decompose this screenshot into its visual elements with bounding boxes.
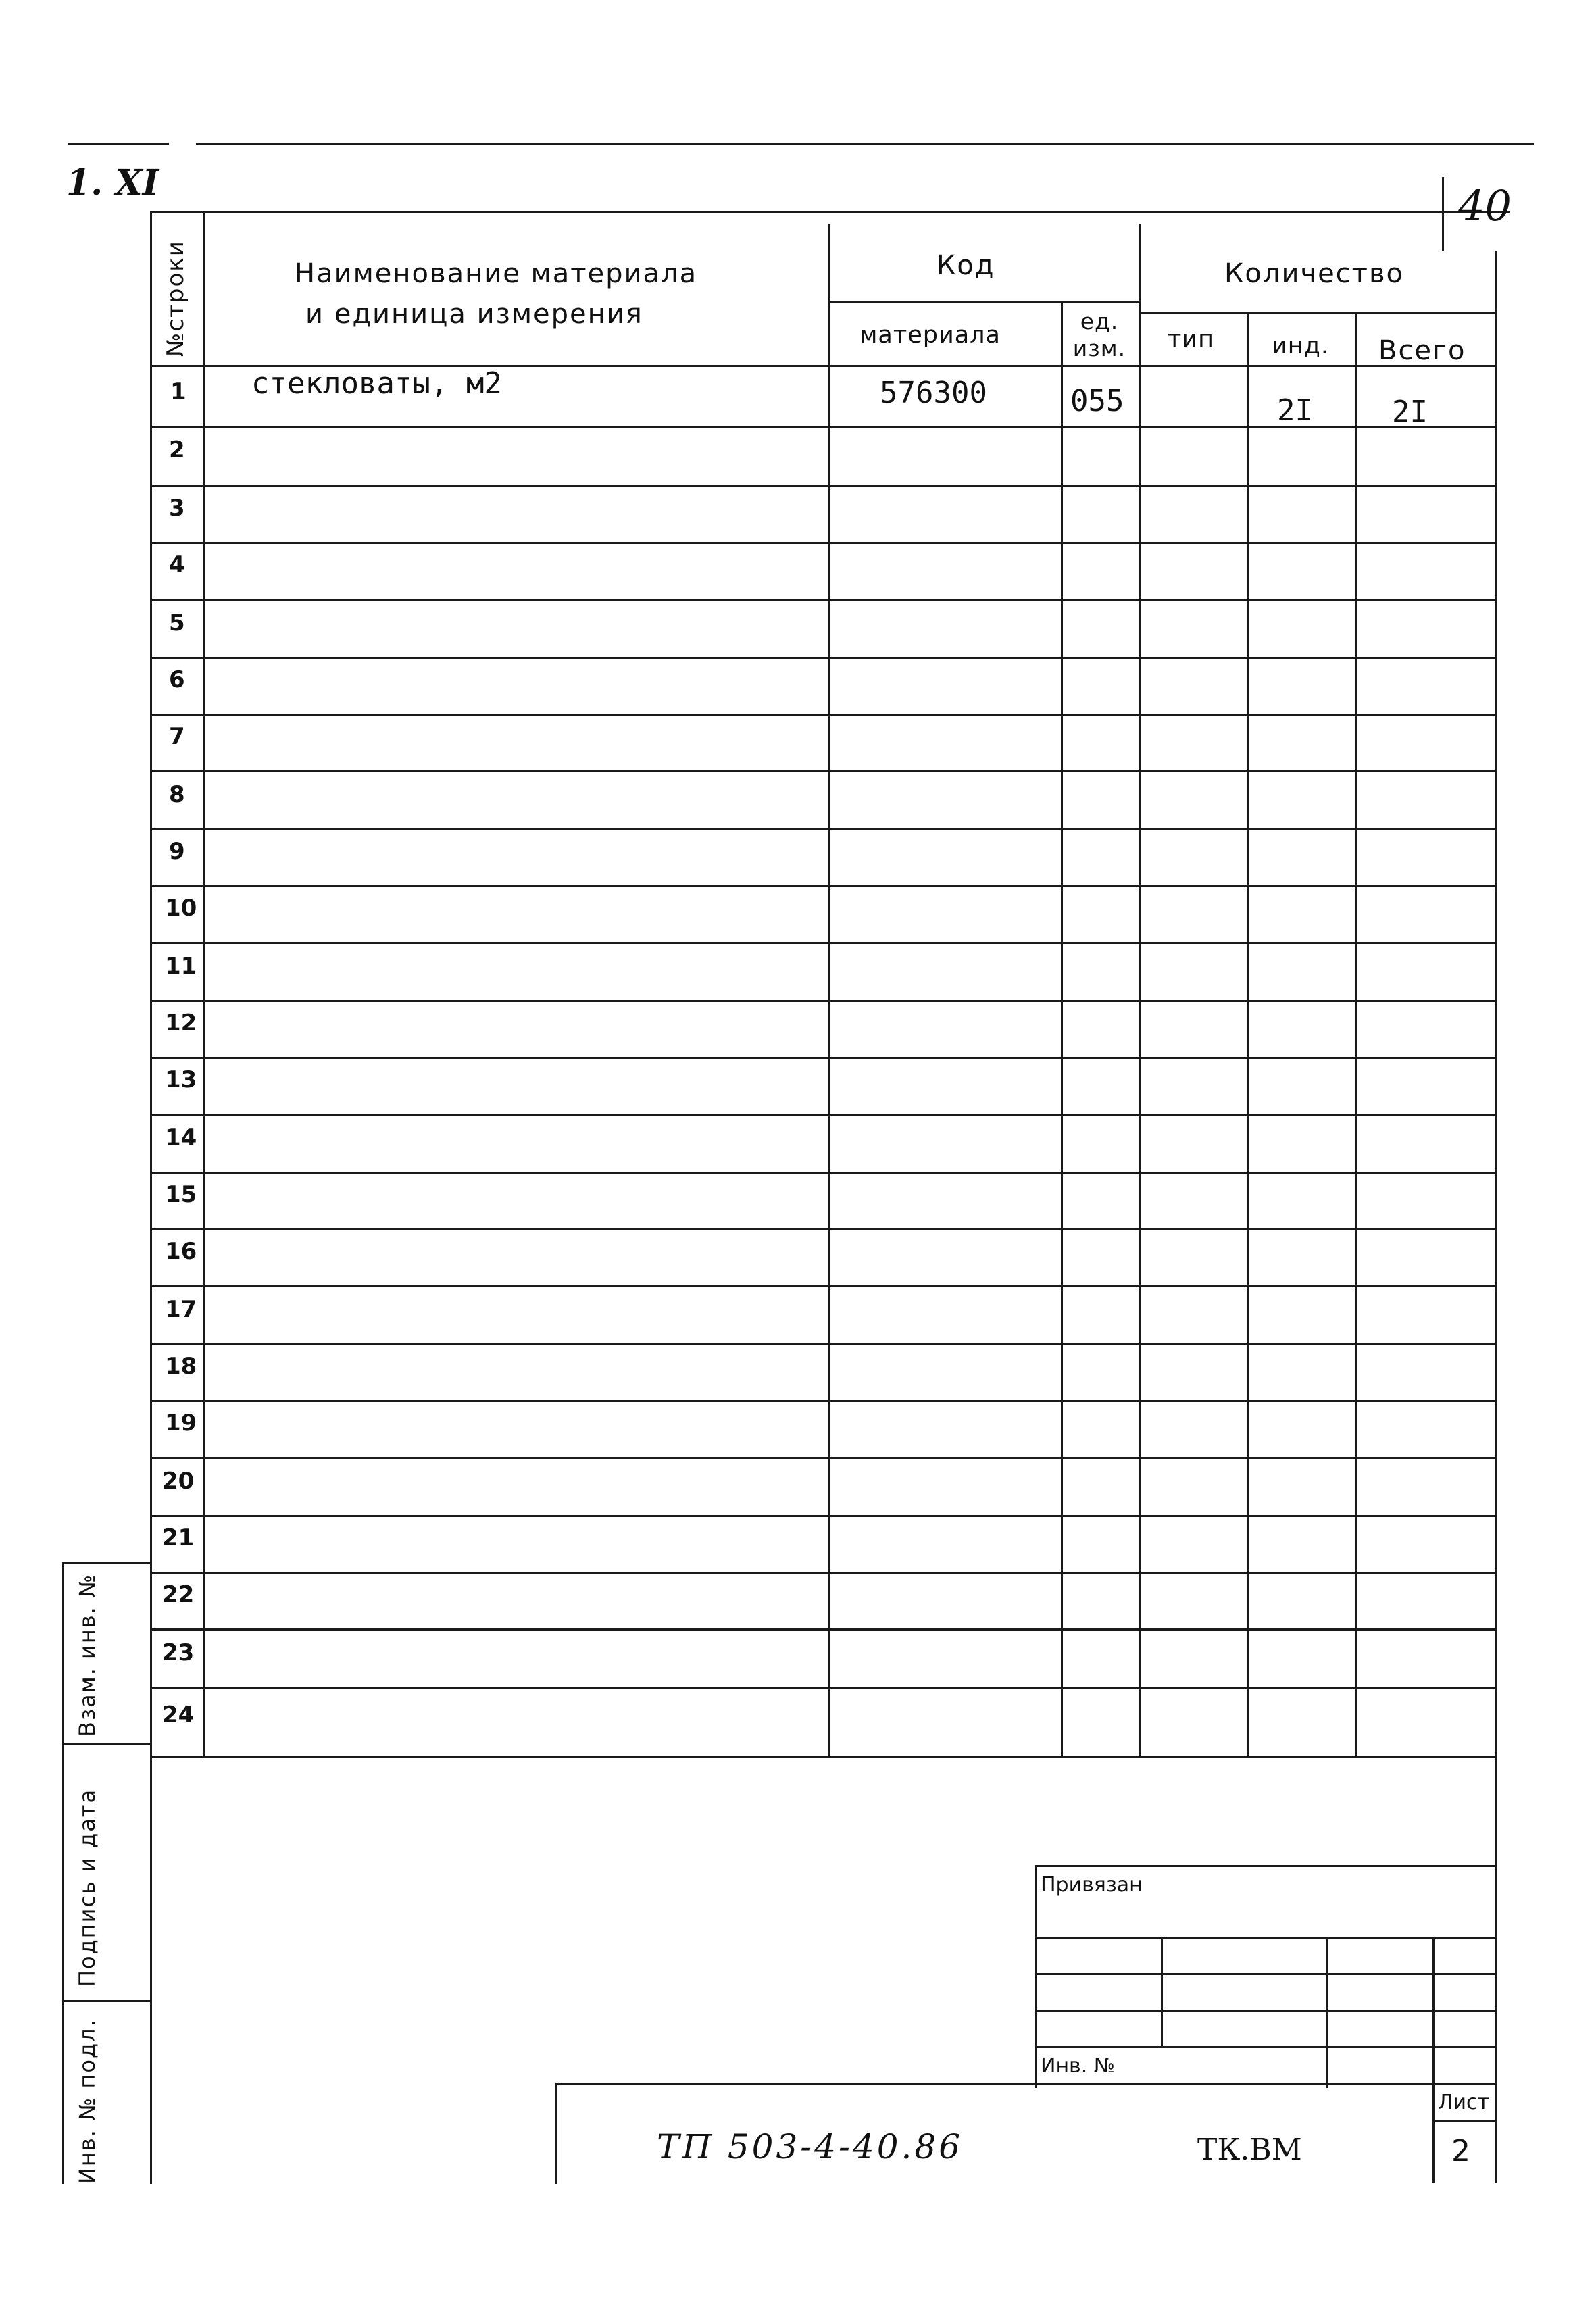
stamp-line-3 — [1035, 2010, 1495, 2012]
qty-total-header: Всего — [1378, 335, 1466, 366]
name-header: Наименование материала — [295, 258, 698, 289]
row-line — [150, 1172, 1495, 1174]
page-number: 40 — [1458, 181, 1512, 230]
row-1-material-code: 576300 — [880, 376, 987, 410]
row-number: 16 — [165, 1238, 197, 1265]
row-number: 9 — [169, 838, 185, 865]
row-number: 20 — [162, 1468, 195, 1495]
margin-strip-divider-2 — [62, 2000, 150, 2002]
row-line — [150, 828, 1495, 830]
row-line — [150, 1000, 1495, 1002]
row-line — [150, 714, 1495, 716]
side-label-inv-podl: Инв. № подл. — [74, 2018, 100, 2184]
stamp-col-1 — [1161, 1937, 1163, 2046]
row-number-header: №строки — [162, 240, 189, 357]
table-bottom — [150, 1756, 1495, 1758]
qty-ind-header: инд. — [1272, 332, 1329, 359]
doc-code: ТП 503-4-40.86 — [657, 2127, 964, 2166]
stamp-sheet-value: 2 — [1451, 2134, 1470, 2168]
quantity-header: Количество — [1224, 258, 1405, 289]
col-unit-right — [1139, 224, 1141, 1757]
row-number: 12 — [165, 1010, 197, 1037]
row-number: 15 — [165, 1181, 197, 1208]
top-rule — [68, 143, 169, 145]
row-number: 17 — [165, 1296, 197, 1323]
top-rule-long — [196, 143, 1534, 145]
stamp-line-2 — [1035, 1973, 1495, 1975]
stamp-line-4 — [1035, 2046, 1495, 2048]
row-line — [150, 1228, 1495, 1230]
margin-strip-top — [62, 1562, 150, 1564]
stamp-inv-no: Инв. № — [1041, 2054, 1116, 2078]
code-header: Код — [937, 250, 995, 281]
row-number: 19 — [165, 1410, 197, 1437]
row-line — [150, 542, 1495, 544]
col-material-right — [1061, 303, 1063, 1757]
row-number: 23 — [162, 1639, 195, 1666]
col-ind-right — [1355, 312, 1357, 1757]
row-line — [150, 1285, 1495, 1287]
row-line — [150, 1343, 1495, 1345]
row-number: 21 — [162, 1524, 195, 1551]
code-unit-header: ед. изм. — [1072, 308, 1126, 362]
row-1-total: 2I — [1392, 395, 1428, 429]
stamp-col-3 — [1432, 1937, 1435, 2183]
row-number: 1 — [170, 378, 186, 405]
frame-top — [150, 211, 1510, 213]
margin-strip-left — [62, 1562, 64, 2184]
row-line — [150, 770, 1495, 772]
stamp-privyazan: Привязан — [1041, 1873, 1143, 1897]
frame-left — [150, 211, 152, 2184]
row-number: 5 — [169, 609, 185, 637]
row-number: 2 — [169, 437, 185, 464]
row-number: 3 — [169, 495, 185, 522]
row-line — [150, 657, 1495, 659]
stamp-left — [1035, 1865, 1037, 2088]
row-1-ind: 2I — [1277, 393, 1313, 428]
row-number: 24 — [162, 1701, 195, 1728]
row-number: 11 — [165, 953, 197, 980]
row-line — [150, 1457, 1495, 1459]
code-header-underline — [828, 301, 1139, 303]
col-name-right — [828, 224, 830, 1757]
row-line — [150, 1400, 1495, 1402]
side-label-vzam-inv: Взам. инв. № — [74, 1573, 100, 1737]
row-line — [150, 942, 1495, 944]
row-number: 13 — [165, 1066, 197, 1093]
stamp-line-1 — [1035, 1937, 1495, 1939]
row-line — [150, 1572, 1495, 1574]
row-number: 7 — [169, 723, 185, 750]
qty-header-underline — [1139, 312, 1495, 314]
row-line — [150, 599, 1495, 601]
col-type-right — [1247, 312, 1249, 1757]
corner-mark: 1. XI — [66, 162, 159, 203]
stamp-sheet-label: Лист — [1438, 2091, 1490, 2114]
row-number: 8 — [169, 781, 185, 808]
row-line — [150, 885, 1495, 887]
frame-right — [1495, 251, 1497, 2183]
row-number: 18 — [165, 1353, 197, 1380]
row-number: 14 — [165, 1124, 197, 1151]
stamp-col-2 — [1326, 1937, 1328, 2088]
title-block-top — [555, 2083, 1495, 2085]
row-number: 4 — [169, 551, 185, 578]
row-line — [150, 1515, 1495, 1517]
name-header-line2: и единица измерения — [305, 299, 643, 330]
row-number: 10 — [165, 895, 197, 922]
row-line — [150, 1057, 1495, 1059]
row-line — [150, 485, 1495, 487]
qty-type-header: тип — [1168, 326, 1215, 353]
row-line — [150, 1114, 1495, 1116]
row-line — [150, 1628, 1495, 1631]
stamp-top — [1035, 1865, 1495, 1867]
page-number-box-left — [1442, 177, 1444, 251]
col-rownum-right — [203, 211, 205, 1758]
sheet-label-underline — [1432, 2120, 1495, 2122]
row-1-name: стекловаты, м2 — [251, 366, 502, 401]
side-label-podpis-data: Подпись и дата — [74, 1788, 100, 1987]
code-material-header: материала — [859, 322, 1001, 349]
doc-mark: ТК.ВМ — [1197, 2133, 1302, 2167]
row-1-unit-code: 055 — [1070, 384, 1124, 418]
margin-strip-divider-1 — [62, 1743, 150, 1745]
row-number: 22 — [162, 1581, 195, 1608]
row-line — [150, 1687, 1495, 1689]
title-block-left — [555, 2083, 557, 2184]
row-number: 6 — [169, 666, 185, 693]
